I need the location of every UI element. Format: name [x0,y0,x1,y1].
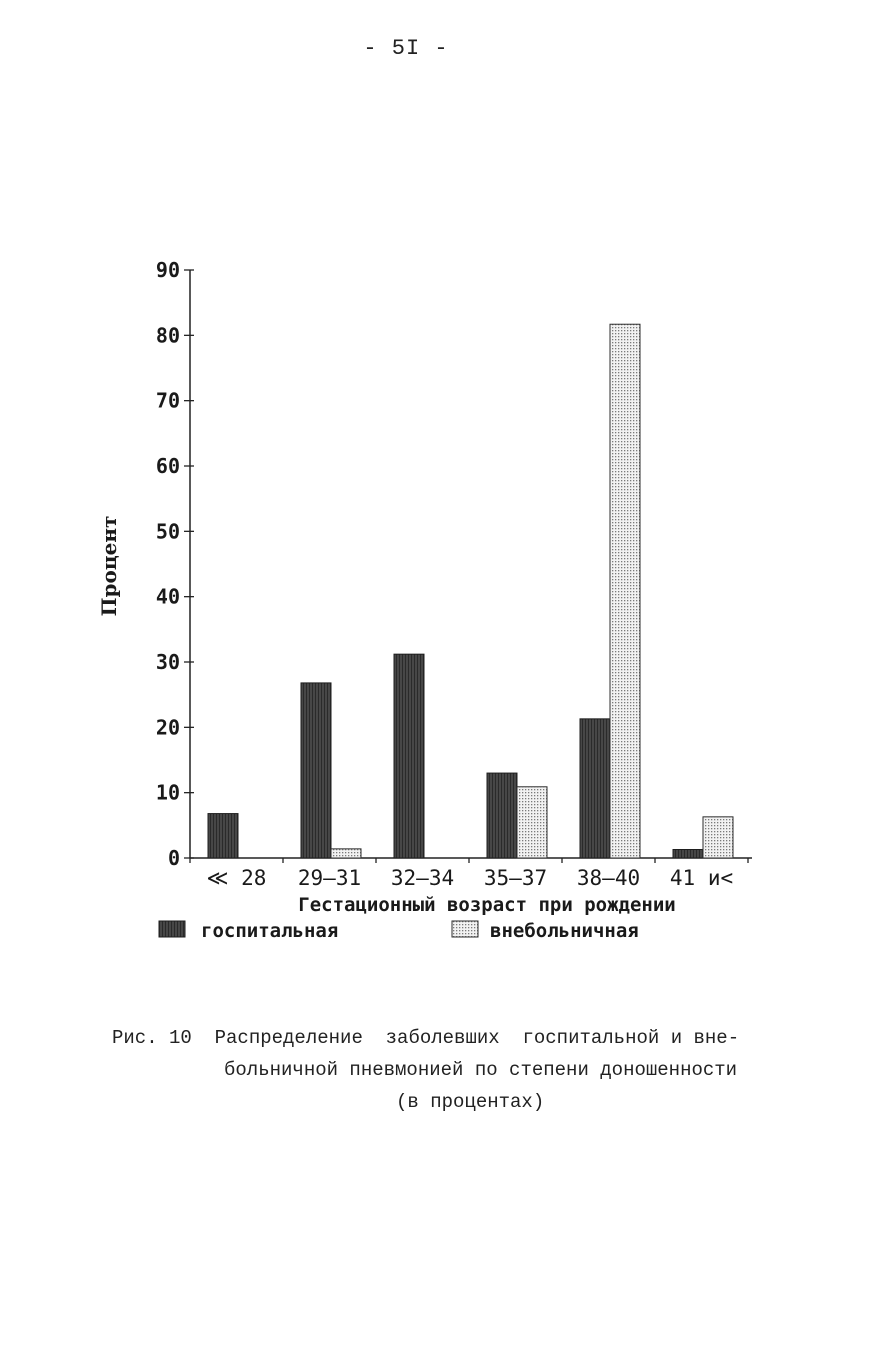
legend-label-hospital: госпитальная [201,920,339,942]
y-tick-label: 0 [167,846,180,870]
x-tick-label: 29–31 [297,866,362,890]
bar-hospital-2 [394,654,424,858]
bar-hospital-1 [301,683,331,858]
x-tick-label: ≪ 28 [206,866,267,890]
y-tick-label: 70 [155,388,180,413]
bar-community-1 [331,849,361,858]
figure-caption [112,1022,812,1118]
page-number: - 5I - [363,36,449,61]
y-tick-label: 90 [155,258,180,282]
x-tick-label: 41 и< [669,866,734,890]
legend-swatch-community [452,921,478,937]
bar-hospital-4 [580,719,610,858]
caption-line-1: Рис. 10 Распределение заболевших госпитальной и вне- [112,1027,740,1049]
x-tick-label: 38–40 [576,866,641,890]
caption-line-3: (в процентах) [396,1091,545,1113]
y-tick-label: 30 [155,650,180,674]
bar-community-3 [517,787,547,858]
y-tick-label: 40 [155,584,180,609]
y-axis-label: Процент [97,515,121,617]
y-tick-label: 60 [155,454,180,478]
bar-community-5 [703,817,733,858]
legend-swatch-hospital [159,921,185,937]
bar-hospital-5 [673,850,703,858]
y-tick-label: 80 [155,323,180,348]
bar-hospital-3 [487,773,517,858]
legend-label-community: внебольничная [490,920,639,942]
caption-line-2: больничной пневмонией по степени доношенности [224,1059,738,1081]
y-tick-label: 20 [155,715,180,740]
x-tick-label: 35–37 [483,866,548,890]
x-tick-label: 32–34 [390,866,455,890]
bar-community-4 [610,324,640,858]
y-tick-label: 10 [155,780,180,805]
y-tick-label: 50 [155,519,180,544]
bar-hospital-0 [208,814,238,858]
x-axis-label: Гестационный возраст при рождении [298,894,676,916]
